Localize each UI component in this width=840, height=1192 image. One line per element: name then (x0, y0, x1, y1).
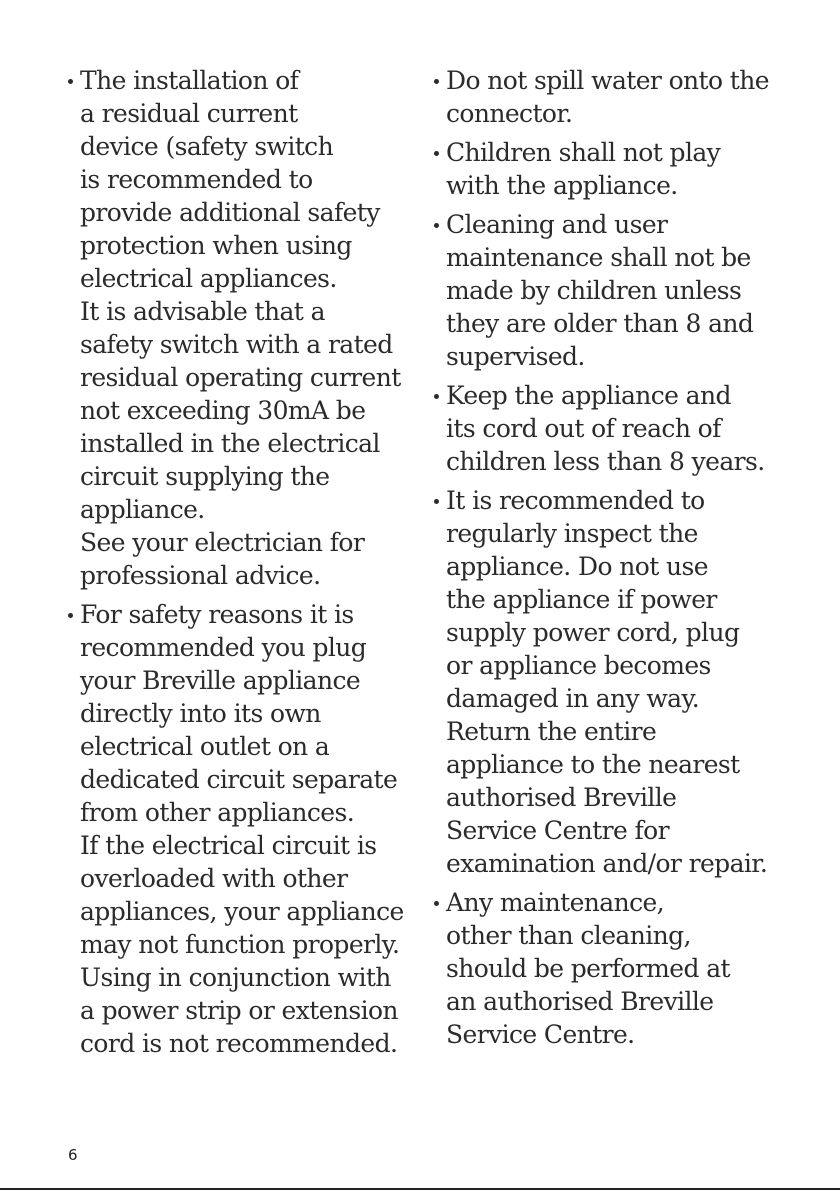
text-line: Service Centre. (446, 1020, 635, 1049)
bullet-item (446, 136, 786, 202)
text-line: damaged in any way. (446, 684, 700, 713)
text-line: children less than 8 years. (446, 447, 765, 476)
text-line: protection when using (80, 231, 352, 260)
text-line: overloaded with other (80, 864, 348, 893)
bullet-item (446, 379, 786, 478)
text-line: circuit supplying the (80, 462, 330, 491)
text-line: made by children unless (446, 276, 742, 305)
text-line: maintenance shall not be (446, 243, 751, 272)
text-line: Using in conjunction with (80, 963, 391, 992)
text-line: For safety reasons it is (80, 600, 354, 629)
text-line: recommended you plug (80, 633, 367, 662)
bullet-dot-icon (68, 79, 73, 84)
text-line: Service Centre for (446, 816, 669, 845)
text-line: residual operating current (80, 363, 401, 392)
bottom-rule (0, 1188, 840, 1190)
bullet-dot-icon (434, 499, 439, 504)
text-line: If the electrical circuit is (80, 831, 377, 860)
text-line: your Breville appliance (80, 666, 361, 695)
bullet-item (446, 886, 786, 1051)
left-column (80, 64, 415, 1066)
bullet-item (80, 64, 415, 592)
text-line: installed in the electrical (80, 429, 380, 458)
bullet-dot-icon (434, 394, 439, 399)
text-line: an authorised Breville (446, 987, 714, 1016)
text-line: The installation of (80, 66, 299, 95)
text-line: examination and/or repair. (446, 849, 768, 878)
text-line: authorised Breville (446, 783, 677, 812)
text-line: from other appliances. (80, 798, 355, 827)
text-line: device (safety switch (80, 132, 334, 161)
text-line: should be performed at (446, 954, 730, 983)
bullet-dot-icon (434, 901, 439, 906)
bullet-item (446, 484, 786, 880)
text-line: supervised. (446, 342, 585, 371)
text-line: a power strip or extension (80, 996, 398, 1025)
bullet-dot-icon (434, 223, 439, 228)
text-line: Do not spill water onto the (446, 66, 769, 95)
text-line: appliance to the nearest (446, 750, 740, 779)
text-line: electrical outlet on a (80, 732, 330, 761)
text-line: its cord out of reach of (446, 414, 721, 443)
text-line: supply power cord, plug (446, 618, 740, 647)
text-line: appliance. (80, 495, 205, 524)
text-line: It is recommended to (446, 486, 705, 515)
bullet-dot-icon (68, 613, 73, 618)
text-line: directly into its own (80, 699, 321, 728)
text-line: may not function properly. (80, 930, 400, 959)
text-line: or appliance becomes (446, 651, 711, 680)
text-line: with the appliance. (446, 171, 678, 200)
text-line: Keep the appliance and (446, 381, 731, 410)
text-line: provide additional safety (80, 198, 380, 227)
text-line: other than cleaning, (446, 921, 691, 950)
text-line: Children shall not play (446, 138, 721, 167)
bullet-item (446, 64, 786, 130)
text-line: dedicated circuit separate (80, 765, 398, 794)
bullet-dot-icon (434, 79, 439, 84)
text-line: a residual current (80, 99, 298, 128)
text-line: It is advisable that a (80, 297, 325, 326)
text-line: appliance. Do not use (446, 552, 708, 581)
text-line: cord is not recommended. (80, 1029, 398, 1058)
bullet-item (80, 598, 415, 1060)
text-line: the appliance if power (446, 585, 717, 614)
text-line: is recommended to (80, 165, 313, 194)
text-line: connector. (446, 99, 573, 128)
text-line: Return the entire (446, 717, 657, 746)
text-line: electrical appliances. (80, 264, 337, 293)
text-line: they are older than 8 and (446, 309, 754, 338)
text-line: professional advice. (80, 561, 321, 590)
text-line: See your electrician for (80, 528, 365, 557)
bullet-item (446, 208, 786, 373)
text-line: regularly inspect the (446, 519, 698, 548)
text-line: not exceeding 30mA be (80, 396, 366, 425)
text-line: appliances, your appliance (80, 897, 404, 926)
text-line: Cleaning and user (446, 210, 668, 239)
page-number: 6 (68, 1146, 78, 1164)
bullet-dot-icon (434, 151, 439, 156)
text-line: Any maintenance, (446, 888, 665, 917)
right-column (446, 64, 786, 1057)
text-line: safety switch with a rated (80, 330, 393, 359)
